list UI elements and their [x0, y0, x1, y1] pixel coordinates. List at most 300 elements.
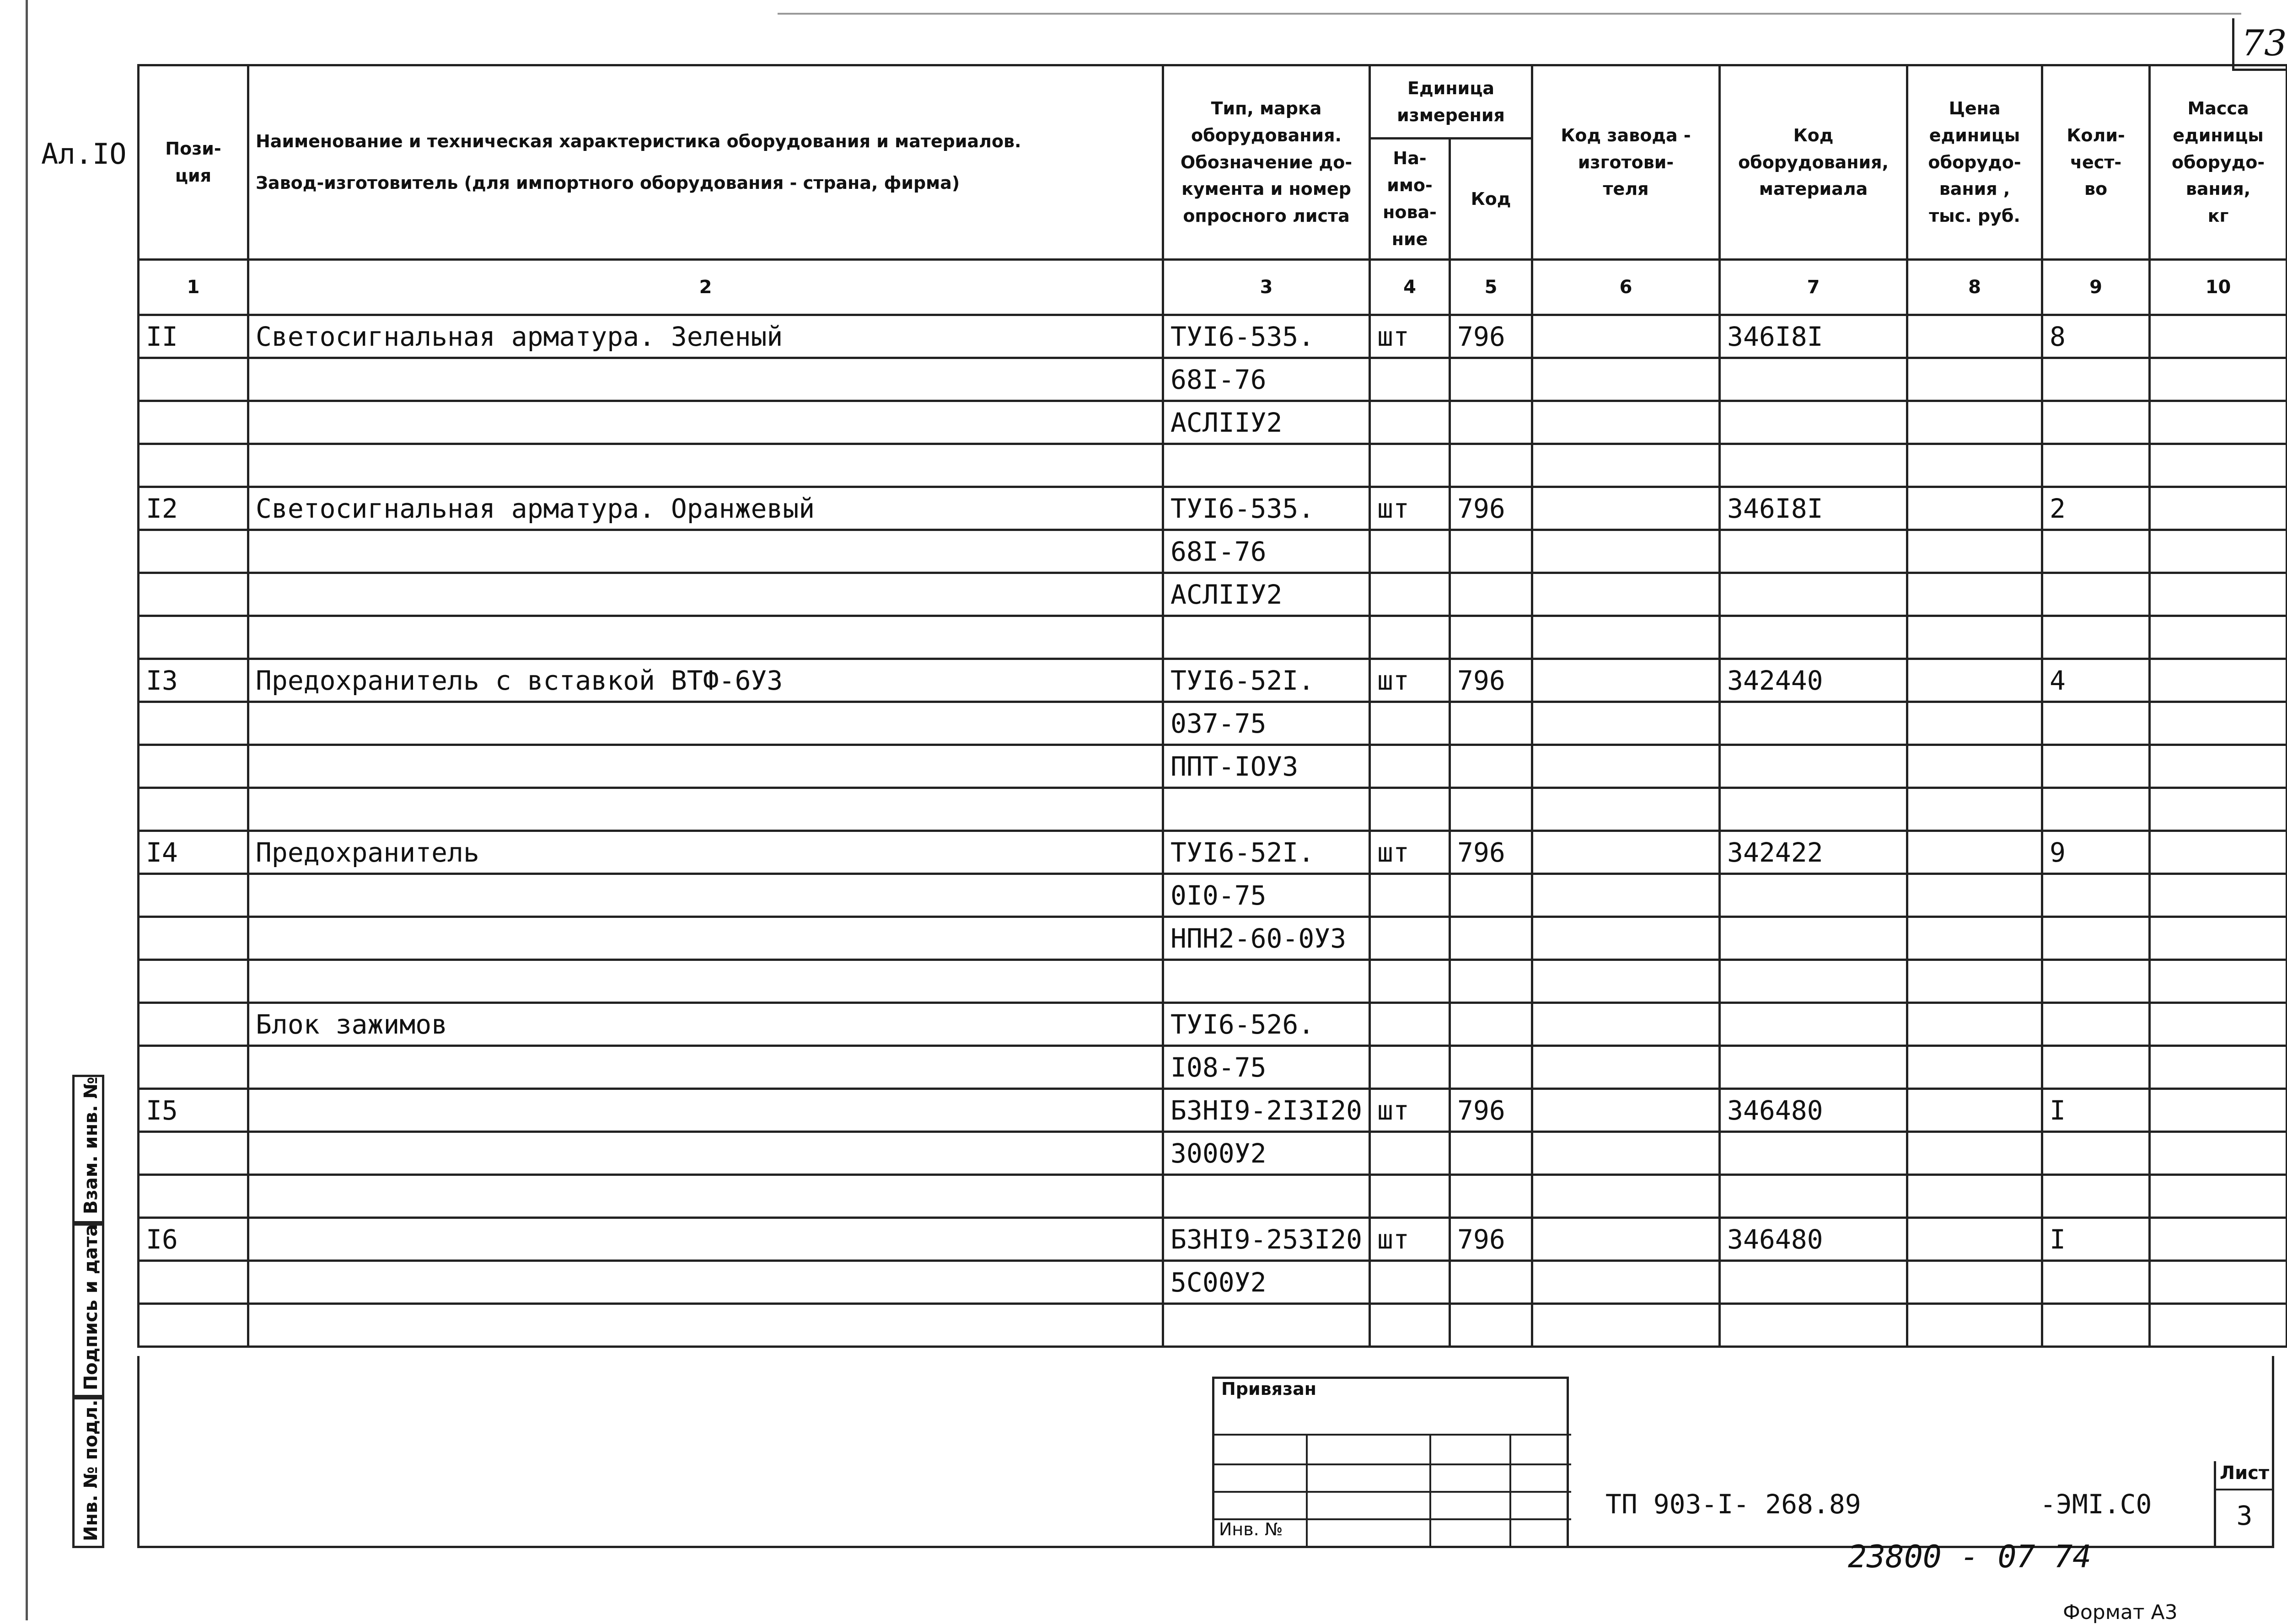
quantity-cell [2042, 1304, 2150, 1347]
table-row [139, 659, 2287, 702]
table-row [139, 315, 2287, 358]
factory-code-cell [1532, 874, 1720, 917]
price-cell [1907, 874, 2042, 917]
unit-cell [1370, 702, 1450, 745]
unit-cell [1370, 960, 1450, 1003]
factory-code-cell [1532, 745, 1720, 788]
table-row [139, 1175, 2287, 1218]
unit-cell [1370, 444, 1450, 487]
name-cell [248, 444, 1163, 487]
unit-cell [1370, 1304, 1450, 1347]
header-row-top [139, 65, 2287, 139]
unit-cell: шт [1370, 659, 1450, 702]
type-cell [1163, 788, 1370, 831]
name-cell: Блок зажимов [248, 1003, 1163, 1046]
equipment-code-cell [1720, 1046, 1907, 1089]
position-cell [139, 917, 248, 960]
price-cell [1907, 702, 2042, 745]
mass-cell [2150, 831, 2287, 874]
equipment-code-cell [1720, 1261, 1907, 1304]
equipment-table [137, 64, 2287, 1348]
stamp-line [1214, 1491, 1571, 1493]
unit-cell [1370, 1003, 1450, 1046]
header-line: кумента и номер [1181, 179, 1351, 199]
unit-code-cell: 796 [1450, 831, 1532, 874]
table-row [139, 1218, 2287, 1261]
factory-code-cell [1532, 917, 1720, 960]
equipment-code-cell: 342422 [1720, 831, 1907, 874]
document-code: ТП 903-I- 268.89 [1605, 1489, 1861, 1520]
unit-code-cell [1450, 530, 1532, 573]
equipment-code-cell [1720, 358, 1907, 401]
header-line: оборудования. [1191, 125, 1342, 145]
price-cell [1907, 659, 2042, 702]
price-cell [1907, 530, 2042, 573]
column-number-row [139, 260, 2287, 315]
name-cell [248, 917, 1163, 960]
type-cell: БЗНI9-2I3I20 [1163, 1089, 1370, 1132]
table-row [139, 573, 2287, 616]
header-line: вания, [2185, 179, 2251, 199]
equipment-code-cell [1720, 874, 1907, 917]
unit-code-cell [1450, 444, 1532, 487]
quantity-cell: 9 [2042, 831, 2150, 874]
header-unit-group [1370, 65, 1532, 139]
unit-code-cell [1450, 573, 1532, 616]
table-row [139, 444, 2287, 487]
quantity-cell [2042, 1132, 2150, 1175]
table-row [139, 874, 2287, 917]
equipment-code-cell [1720, 401, 1907, 444]
position-cell [139, 1175, 248, 1218]
factory-code-cell [1532, 315, 1720, 358]
name-cell [248, 401, 1163, 444]
header-mass [2150, 65, 2287, 260]
equipment-code-cell [1720, 917, 1907, 960]
mass-cell [2150, 401, 2287, 444]
format-label: Формат А3 [2063, 1601, 2178, 1624]
type-cell: НПН2-60-0У3 [1163, 917, 1370, 960]
header-line: Наименование и техническая характеристика оборудования и материалов. [256, 131, 1021, 151]
document-suffix: -ЭМI.С0 [2040, 1489, 2152, 1520]
price-cell [1907, 1046, 2042, 1089]
name-cell [248, 530, 1163, 573]
position-cell: I2 [139, 487, 248, 530]
header-line: На- [1393, 148, 1427, 169]
header-line: единицы [2173, 125, 2264, 145]
unit-code-cell [1450, 874, 1532, 917]
equipment-code-cell: 346I8I [1720, 487, 1907, 530]
position-cell [139, 444, 248, 487]
stamp-line [1214, 1434, 1571, 1436]
price-cell [1907, 1218, 2042, 1261]
bottom-frame [137, 1356, 2274, 1548]
quantity-cell [2042, 358, 2150, 401]
type-cell: АСЛIIУ2 [1163, 573, 1370, 616]
unit-cell [1370, 616, 1450, 659]
table-row [139, 917, 2287, 960]
equipment-code-cell [1720, 745, 1907, 788]
type-cell: ППТ-IOУ3 [1163, 745, 1370, 788]
factory-code-cell [1532, 659, 1720, 702]
type-cell: 68I-76 [1163, 530, 1370, 573]
table-row [139, 1132, 2287, 1175]
unit-code-cell [1450, 1046, 1532, 1089]
factory-code-cell [1532, 1261, 1720, 1304]
mass-cell [2150, 874, 2287, 917]
unit-cell [1370, 358, 1450, 401]
header-line: Цена [1949, 98, 2001, 118]
equipment-code-cell [1720, 1003, 1907, 1046]
header-equipment-code [1720, 65, 1907, 260]
mass-cell [2150, 1003, 2287, 1046]
archive-number: 23800 - 07 74 [1848, 1539, 2092, 1575]
name-cell [248, 1046, 1163, 1089]
name-cell [248, 1175, 1163, 1218]
quantity-cell [2042, 745, 2150, 788]
header-line: Тип, марка [1211, 98, 1322, 118]
factory-code-cell [1532, 1218, 1720, 1261]
page-number: 73 [2241, 23, 2287, 64]
type-cell: 68I-76 [1163, 358, 1370, 401]
header-line: Завод-изготовитель (для импортного оборудования - страна, фирма) [256, 173, 960, 193]
quantity-cell [2042, 616, 2150, 659]
header-line: измерения [1397, 105, 1505, 125]
name-cell: Светосигнальная арматура. Зеленый [248, 315, 1163, 358]
factory-code-cell [1532, 702, 1720, 745]
type-cell: 3000У2 [1163, 1132, 1370, 1175]
unit-code-cell [1450, 1304, 1532, 1347]
position-cell [139, 745, 248, 788]
top-rule [778, 13, 2241, 15]
header-line: ция [175, 166, 212, 186]
table-row [139, 745, 2287, 788]
type-cell: 0I0-75 [1163, 874, 1370, 917]
quantity-cell [2042, 401, 2150, 444]
sheet-box-divider [2214, 1489, 2274, 1490]
name-cell [248, 1218, 1163, 1261]
price-cell [1907, 745, 2042, 788]
sheet-label-list: Лист [2219, 1463, 2270, 1484]
header-line: имо- [1387, 175, 1433, 196]
factory-code-cell [1532, 1175, 1720, 1218]
table-row [139, 358, 2287, 401]
factory-code-cell [1532, 616, 1720, 659]
factory-code-cell [1532, 1089, 1720, 1132]
unit-cell: шт [1370, 1218, 1450, 1261]
column-number: 1 [139, 260, 248, 315]
quantity-cell: I [2042, 1218, 2150, 1261]
type-cell: БЗНI9-253I20 [1163, 1218, 1370, 1261]
quantity-cell: I [2042, 1089, 2150, 1132]
equipment-code-cell: 346480 [1720, 1089, 1907, 1132]
header-line: во [2084, 179, 2108, 199]
type-cell: ТУI6-52I. [1163, 831, 1370, 874]
name-cell [248, 960, 1163, 1003]
table-row [139, 1046, 2287, 1089]
unit-code-cell [1450, 960, 1532, 1003]
mass-cell [2150, 530, 2287, 573]
quantity-cell [2042, 530, 2150, 573]
type-cell: ТУI6-535. [1163, 487, 1370, 530]
name-cell [248, 1089, 1163, 1132]
header-line: ние [1391, 229, 1428, 249]
factory-code-cell [1532, 444, 1720, 487]
name-cell [248, 573, 1163, 616]
mass-cell [2150, 1089, 2287, 1132]
equipment-code-cell [1720, 530, 1907, 573]
header-line: Единица [1407, 78, 1495, 98]
header-line: Код завода - [1561, 125, 1691, 145]
price-cell [1907, 444, 2042, 487]
factory-code-cell [1532, 530, 1720, 573]
stamp-title: Привязан [1221, 1379, 1317, 1399]
mass-cell [2150, 1261, 2287, 1304]
sheet-number: 3 [2236, 1500, 2253, 1531]
name-cell [248, 616, 1163, 659]
factory-code-cell [1532, 1132, 1720, 1175]
position-cell: I4 [139, 831, 248, 874]
unit-code-cell: 796 [1450, 1218, 1532, 1261]
column-number: 10 [2150, 260, 2287, 315]
factory-code-cell [1532, 401, 1720, 444]
price-cell [1907, 917, 2042, 960]
quantity-cell [2042, 788, 2150, 831]
position-cell: I5 [139, 1089, 248, 1132]
name-cell [248, 788, 1163, 831]
equipment-code-cell [1720, 616, 1907, 659]
price-cell [1907, 358, 2042, 401]
type-cell: I08-75 [1163, 1046, 1370, 1089]
stamp-line [1214, 1463, 1571, 1465]
table-body [139, 315, 2287, 1347]
position-cell [139, 1304, 248, 1347]
header-name [248, 65, 1163, 260]
type-cell [1163, 960, 1370, 1003]
mass-cell [2150, 1046, 2287, 1089]
table-row [139, 702, 2287, 745]
position-cell [139, 1003, 248, 1046]
position-cell [139, 702, 248, 745]
header-unit-code: Код [1450, 139, 1532, 260]
unit-code-cell [1450, 745, 1532, 788]
price-cell [1907, 315, 2042, 358]
header-line: материала [1759, 179, 1868, 199]
mass-cell [2150, 616, 2287, 659]
price-cell [1907, 1132, 2042, 1175]
name-cell [248, 1304, 1163, 1347]
position-cell: II [139, 315, 248, 358]
stamp-line [1429, 1434, 1431, 1548]
unit-cell: шт [1370, 315, 1450, 358]
quantity-cell: 2 [2042, 487, 2150, 530]
unit-cell: шт [1370, 831, 1450, 874]
position-cell [139, 358, 248, 401]
unit-cell [1370, 1132, 1450, 1175]
type-cell: 5С00У2 [1163, 1261, 1370, 1304]
header-line: оборудо- [2171, 152, 2265, 172]
factory-code-cell [1532, 358, 1720, 401]
header-line: Коли- [2067, 125, 2125, 145]
table-row [139, 831, 2287, 874]
side-label-vzam: Взам. инв. № [81, 1077, 102, 1214]
position-cell [139, 616, 248, 659]
unit-cell [1370, 530, 1450, 573]
unit-cell [1370, 874, 1450, 917]
position-cell [139, 573, 248, 616]
table-row [139, 616, 2287, 659]
mass-cell [2150, 745, 2287, 788]
type-cell: АСЛIIУ2 [1163, 401, 1370, 444]
price-cell [1907, 1003, 2042, 1046]
mass-cell [2150, 573, 2287, 616]
factory-code-cell [1532, 788, 1720, 831]
name-cell [248, 358, 1163, 401]
equipment-code-cell [1720, 444, 1907, 487]
price-cell [1907, 831, 2042, 874]
name-cell [248, 1132, 1163, 1175]
name-cell: Предохранитель [248, 831, 1163, 874]
table-row [139, 788, 2287, 831]
mass-cell [2150, 444, 2287, 487]
header-line: нова- [1383, 202, 1437, 222]
name-cell [248, 874, 1163, 917]
name-cell [248, 745, 1163, 788]
unit-cell: шт [1370, 487, 1450, 530]
header-line: опросного листа [1183, 206, 1350, 226]
type-cell: ТУI6-52I. [1163, 659, 1370, 702]
factory-code-cell [1532, 1304, 1720, 1347]
quantity-cell [2042, 444, 2150, 487]
price-cell [1907, 788, 2042, 831]
table-row [139, 401, 2287, 444]
type-cell [1163, 444, 1370, 487]
price-cell [1907, 616, 2042, 659]
position-cell [139, 788, 248, 831]
quantity-cell [2042, 1175, 2150, 1218]
header-line: чест- [2070, 152, 2122, 172]
mass-cell [2150, 1132, 2287, 1175]
column-number: 2 [248, 260, 1163, 315]
name-cell [248, 1261, 1163, 1304]
type-cell: 037-75 [1163, 702, 1370, 745]
equipment-code-cell [1720, 788, 1907, 831]
mass-cell [2150, 1175, 2287, 1218]
quantity-cell [2042, 960, 2150, 1003]
header-line: единицы [1929, 125, 2020, 145]
column-number: 9 [2042, 260, 2150, 315]
header-line: вания , [1939, 179, 2010, 199]
header-price [1907, 65, 2042, 260]
column-number: 8 [1907, 260, 2042, 315]
mass-cell [2150, 1304, 2287, 1347]
sheet-label: Ал.IO [41, 137, 127, 171]
quantity-cell [2042, 573, 2150, 616]
header-quantity [2042, 65, 2150, 260]
unit-code-cell: 796 [1450, 659, 1532, 702]
unit-cell [1370, 745, 1450, 788]
quantity-cell [2042, 874, 2150, 917]
type-cell [1163, 1304, 1370, 1347]
column-number: 5 [1450, 260, 1532, 315]
mass-cell [2150, 659, 2287, 702]
equipment-code-cell [1720, 1304, 1907, 1347]
unit-cell: шт [1370, 1089, 1450, 1132]
equipment-code-cell [1720, 1175, 1907, 1218]
position-cell [139, 1261, 248, 1304]
table-row [139, 1304, 2287, 1347]
equipment-code-cell [1720, 1132, 1907, 1175]
table-row [139, 487, 2287, 530]
equipment-code-cell: 342440 [1720, 659, 1907, 702]
equipment-code-cell [1720, 960, 1907, 1003]
table-row [139, 960, 2287, 1003]
table-row [139, 1003, 2287, 1046]
unit-code-cell [1450, 401, 1532, 444]
factory-code-cell [1532, 831, 1720, 874]
name-cell [248, 702, 1163, 745]
price-cell [1907, 573, 2042, 616]
header-position [139, 65, 248, 260]
stamp-inventory-label: Инв. № [1219, 1519, 1283, 1539]
price-cell [1907, 487, 2042, 530]
unit-code-cell: 796 [1450, 487, 1532, 530]
quantity-cell [2042, 917, 2150, 960]
table-row [139, 1089, 2287, 1132]
unit-cell [1370, 1261, 1450, 1304]
header-line: теля [1603, 179, 1649, 199]
unit-cell [1370, 401, 1450, 444]
quantity-cell [2042, 1003, 2150, 1046]
unit-code-cell [1450, 1003, 1532, 1046]
left-binding-rule [26, 0, 28, 1620]
unit-cell [1370, 1175, 1450, 1218]
factory-code-cell [1532, 1046, 1720, 1089]
mass-cell [2150, 917, 2287, 960]
quantity-cell: 4 [2042, 659, 2150, 702]
header-line: оборудо- [1928, 152, 2021, 172]
header-line: Масса [2187, 98, 2249, 118]
side-label-podpis: Подпись и дата [81, 1224, 102, 1390]
factory-code-cell [1532, 487, 1720, 530]
table-row [139, 530, 2287, 573]
unit-cell [1370, 1046, 1450, 1089]
position-cell [139, 530, 248, 573]
unit-cell [1370, 573, 1450, 616]
mass-cell [2150, 1218, 2287, 1261]
type-cell: ТУI6-535. [1163, 315, 1370, 358]
unit-code-cell [1450, 616, 1532, 659]
price-cell [1907, 1175, 2042, 1218]
position-cell: I3 [139, 659, 248, 702]
header-line: тыс. руб. [1929, 206, 2020, 226]
quantity-cell [2042, 702, 2150, 745]
header-line: кг [2207, 206, 2229, 226]
mass-cell [2150, 315, 2287, 358]
header-type [1163, 65, 1370, 260]
price-cell [1907, 1261, 2042, 1304]
equipment-code-cell [1720, 573, 1907, 616]
price-cell [1907, 960, 2042, 1003]
price-cell [1907, 401, 2042, 444]
stamp-line [1509, 1434, 1511, 1548]
column-number: 6 [1532, 260, 1720, 315]
factory-code-cell [1532, 1003, 1720, 1046]
mass-cell [2150, 487, 2287, 530]
quantity-cell [2042, 1046, 2150, 1089]
header-line: Пози- [165, 139, 221, 159]
mass-cell [2150, 960, 2287, 1003]
